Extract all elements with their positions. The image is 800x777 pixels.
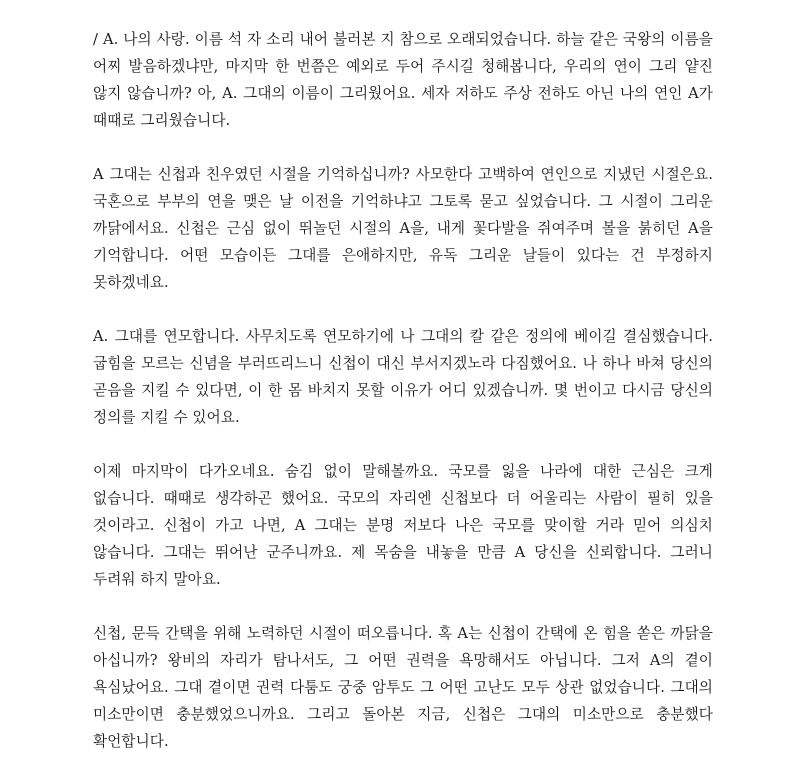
paragraph-1: / A. 나의 사랑. 이름 석 자 소리 내어 불러본 지 참으로 오래되었습니다. 하늘 같은 국왕의 이름을 어찌 발음하겠냐만, 마지막 한 번쯤은 예외로 두어 주시길 청해봅니다, 우리의 연이 그리 얕진 않지 않습니까? 아, A. 그대의 이름이 그리웠어요. 세자 저하도 주상 전하도 아닌 나의 연인 A가 때때로 그리웠습니다. [93,31,713,129]
paragraph-4: 이제 마지막이 다가오네요. 숨김 없이 말해볼까요. 국모를 잃을 나라에 대한 근심은 크게 없습니다. 때때로 생각하곤 했어요. 국모의 자리엔 신첩보다 더 어울리는 사람이 필히 있을 것이라고. 신첩이 가고 나면, A 그대는 분명 저보다 나은 국모를 맞이할 거라 믿어 의심치 않습니다. 그대는 뛰어난 군주니까요. 제 목숨을 내놓을 만큼 A 당신을 신뢰합니다. 그러니 두려워 하지 말아요. [93,463,713,588]
paragraph-5: 신첩, 문득 간택을 위해 노력하던 시절이 떠오릅니다. 혹 A는 신첩이 간택에 온 힘을 쏟은 까닭을 아십니까? 왕비의 자리가 탐나서도, 그 어떤 권력을 욕망해서도 아닙니다. 그저 A의 곁이 욕심났어요. 그대 곁이면 권력 다툼도 궁중 암투도 그 어떤 고난도 모두 상관 없었습니다. 그대의 미소만이면 충분했었으니까요. 그리고 돌아본 지금, 신첩은 그대의 미소만으로 충분했다 확언합니다. [93,625,713,750]
paragraph-3: A. 그대를 연모합니다. 사무치도록 연모하기에 나 그대의 칼 같은 정의에 베이길 결심했습니다. 굽힘을 모르는 신념을 부러뜨리느니 신첩이 대신 부서지겠노라 다짐했어요. 나 하나 바쳐 당신의 곧음을 지킬 수 있다면, 이 한 몸 바치지 못할 이유가 어디 있겠습니까. 몇 번이고 다시금 당신의 정의를 지킬 수 있어요. [93,328,713,426]
paragraph-2: A 그대는 신첩과 친우였던 시절을 기억하십니까? 사모한다 고백하여 연인으로 지냈던 시절은요. 국혼으로 부부의 연을 맺은 날 이전을 기억하냐고 그토록 묻고 싶었습니다. 그 시절이 그리운 까닭에서요. 신첩은 근심 없이 뛰놀던 시절의 A을, 내게 꽃다발을 쥐여주며 볼을 붉히던 A을 기억합니다. 어떤 모습이든 그대를 은애하지만, 유독 그리운 날들이 있다는 건 부정하지 못하겠네요. [93,166,713,291]
letter-body [93,26,713,755]
